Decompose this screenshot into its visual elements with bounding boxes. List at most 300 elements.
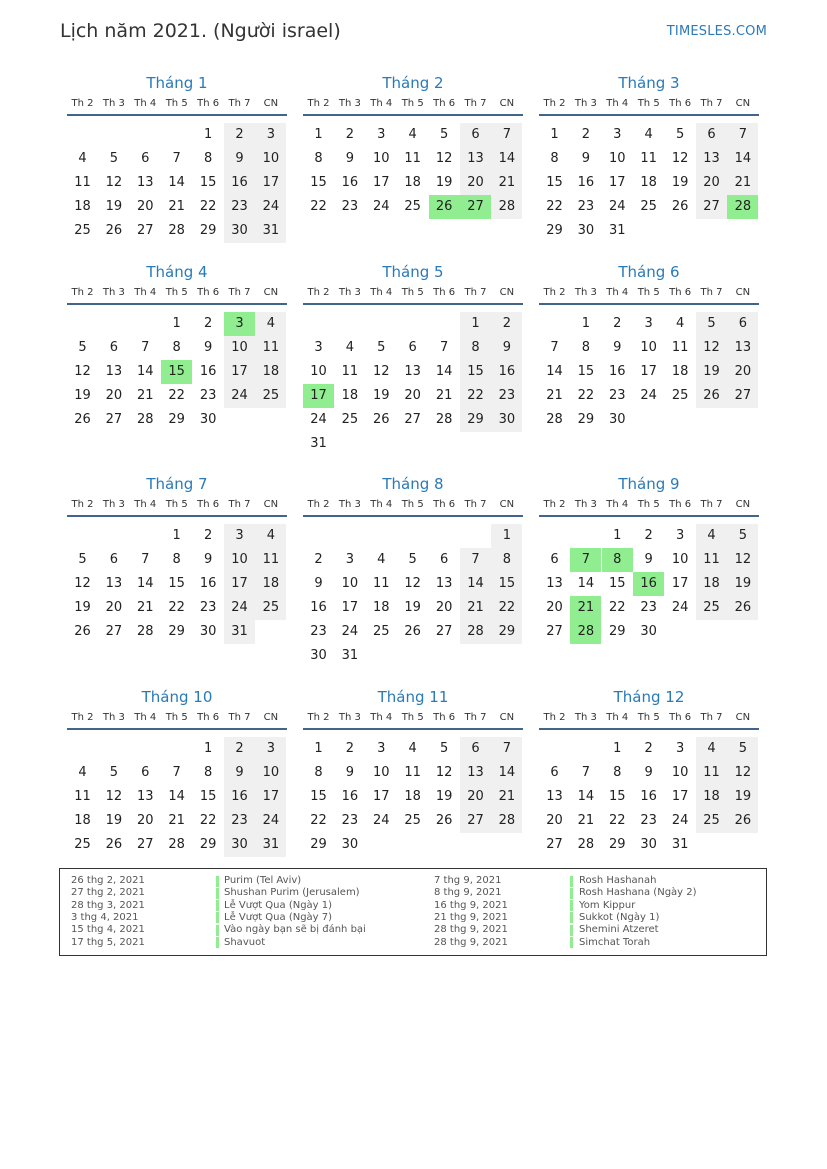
- day-cell: 13: [460, 761, 491, 785]
- day-cell: 14: [168, 175, 185, 190]
- holiday-day-cell: 28: [570, 620, 601, 644]
- day-cell: 2: [314, 552, 323, 567]
- weekday-header: Th 2: [307, 287, 330, 298]
- day-cell: 28: [577, 837, 595, 852]
- day-cell: 15: [460, 360, 491, 384]
- month-title: Tháng 9: [618, 475, 680, 493]
- legend-date: 17 thg 5, 2021: [71, 936, 145, 948]
- day-cell: 13: [105, 576, 123, 591]
- legend-color-marker: [216, 937, 219, 948]
- weekday-header: Th 7: [464, 98, 487, 109]
- day-cell: 3: [613, 127, 622, 142]
- day-cell: 6: [109, 340, 119, 355]
- day-cell: 20: [460, 171, 491, 195]
- day-cell: 24: [255, 809, 286, 833]
- month-title: Tháng 8: [382, 475, 444, 493]
- day-cell: 26: [74, 624, 91, 639]
- day-cell: 5: [727, 524, 758, 548]
- day-cell: 24: [341, 624, 359, 639]
- weekday-header: CN: [499, 98, 515, 109]
- day-cell: 2: [491, 312, 522, 336]
- day-cell: 25: [640, 199, 657, 214]
- day-cell: 17: [373, 175, 390, 190]
- day-cell: 20: [460, 785, 491, 809]
- day-cell: 13: [105, 364, 123, 379]
- day-cell: 16: [341, 175, 359, 190]
- day-cell: 2: [644, 528, 653, 543]
- day-cell: 25: [74, 223, 91, 238]
- day-cell: 29: [491, 620, 522, 644]
- weekday-header: Th 3: [338, 98, 361, 109]
- day-cell: 23: [491, 384, 522, 408]
- day-cell: 4: [696, 737, 727, 761]
- day-cell: 9: [581, 151, 591, 166]
- legend-color-marker: [570, 888, 573, 899]
- day-cell: 6: [550, 765, 559, 780]
- day-cell: 25: [255, 384, 286, 408]
- day-cell: 28: [168, 837, 185, 852]
- day-cell: 12: [105, 789, 123, 804]
- day-cell: 31: [224, 620, 255, 644]
- day-cell: 20: [435, 600, 453, 615]
- day-cell: 25: [255, 596, 286, 620]
- day-cell: 24: [609, 199, 626, 214]
- weekday-header: Th 6: [433, 98, 456, 109]
- day-cell: 27: [727, 384, 758, 408]
- day-cell: 16: [224, 785, 255, 809]
- site-link[interactable]: TIMESLES.COM: [666, 24, 767, 39]
- day-cell: 18: [74, 199, 91, 214]
- weekday-header: Th 6: [197, 712, 220, 723]
- legend-color-marker: [216, 900, 219, 911]
- day-cell: 15: [168, 576, 185, 591]
- day-cell: 30: [577, 223, 595, 238]
- day-cell: 8: [172, 552, 181, 567]
- day-cell: 3: [255, 123, 286, 147]
- day-cell: 13: [435, 576, 453, 591]
- day-cell: 29: [546, 223, 563, 238]
- day-cell: 2: [224, 737, 255, 761]
- day-cell: 27: [435, 624, 453, 639]
- day-cell: 7: [141, 340, 150, 355]
- weekday-header: Th 3: [574, 499, 597, 510]
- day-cell: 27: [137, 223, 154, 238]
- day-cell: 21: [460, 596, 491, 620]
- day-cell: 3: [377, 127, 386, 142]
- day-cell: 26: [105, 837, 123, 852]
- day-cell: 11: [74, 175, 91, 190]
- day-cell: 14: [460, 572, 491, 596]
- legend-holiday-name: Yom Kippur: [579, 899, 636, 911]
- day-cell: 23: [341, 813, 359, 828]
- day-cell: 11: [696, 548, 727, 572]
- day-cell: 18: [640, 175, 657, 190]
- day-cell: 16: [577, 175, 595, 190]
- weekday-header: Th 3: [574, 287, 597, 298]
- day-cell: 19: [696, 360, 727, 384]
- day-cell: 26: [727, 809, 758, 833]
- day-cell: 18: [404, 789, 421, 804]
- day-cell: 12: [727, 548, 758, 572]
- day-cell: 13: [137, 175, 154, 190]
- day-cell: 4: [78, 151, 87, 166]
- day-cell: 21: [577, 813, 595, 828]
- day-cell: 20: [546, 813, 563, 828]
- weekday-header: Th 7: [464, 712, 487, 723]
- day-cell: 4: [377, 552, 386, 567]
- day-cell: 8: [172, 340, 181, 355]
- day-cell: 5: [109, 765, 119, 780]
- weekday-header: Th 4: [606, 712, 629, 723]
- day-cell: 11: [255, 548, 286, 572]
- day-cell: 16: [609, 364, 626, 379]
- day-cell: 7: [727, 123, 758, 147]
- weekday-header: Th 3: [574, 712, 597, 723]
- legend-date: 26 thg 2, 2021: [71, 875, 145, 886]
- day-cell: 20: [546, 600, 563, 615]
- day-cell: 7: [550, 340, 559, 355]
- day-cell: 4: [644, 127, 653, 142]
- weekday-header: Th 7: [464, 287, 487, 298]
- day-cell: 18: [255, 360, 286, 384]
- day-cell: 21: [491, 171, 522, 195]
- weekday-header: Th 7: [700, 287, 723, 298]
- day-cell: 29: [577, 412, 595, 427]
- legend-date: 8 thg 9, 2021: [434, 887, 502, 899]
- weekday-header: Th 7: [464, 499, 487, 510]
- day-cell: 24: [310, 412, 327, 427]
- weekday-header: CN: [735, 499, 751, 510]
- month-divider: [303, 728, 523, 730]
- day-cell: 22: [577, 388, 595, 403]
- day-cell: 10: [373, 151, 390, 166]
- day-cell: 22: [199, 813, 217, 828]
- day-cell: 20: [727, 360, 758, 384]
- day-cell: 21: [168, 813, 185, 828]
- day-cell: 12: [671, 151, 689, 166]
- day-cell: 6: [460, 123, 491, 147]
- weekday-header: Th 3: [102, 287, 125, 298]
- day-cell: 19: [435, 175, 453, 190]
- day-cell: 25: [74, 837, 91, 852]
- weekday-header: Th 5: [401, 287, 424, 298]
- month-title: Tháng 10: [141, 688, 213, 706]
- day-cell: 19: [727, 785, 758, 809]
- weekday-header: Th 6: [433, 287, 456, 298]
- day-cell: 27: [105, 412, 123, 427]
- day-cell: 2: [345, 127, 355, 142]
- day-cell: 22: [310, 813, 327, 828]
- day-cell: 29: [609, 624, 626, 639]
- day-cell: 15: [609, 576, 626, 591]
- legend-color-marker: [570, 912, 573, 923]
- weekday-header: CN: [499, 712, 515, 723]
- day-cell: 27: [696, 195, 727, 219]
- weekday-header: Th 4: [370, 98, 393, 109]
- legend-holiday-name: Simchat Torah: [579, 936, 651, 948]
- legend-date: 28 thg 9, 2021: [434, 936, 508, 948]
- legend-holiday-name: Sukkot (Ngày 1): [579, 911, 660, 923]
- holiday-day-cell: 7: [570, 548, 601, 572]
- day-cell: 30: [199, 412, 217, 427]
- day-cell: 2: [345, 741, 355, 756]
- legend-date: 3 thg 4, 2021: [71, 911, 139, 923]
- day-cell: 4: [255, 524, 286, 548]
- day-cell: 5: [78, 340, 87, 355]
- legend-date: 7 thg 9, 2021: [434, 875, 502, 886]
- day-cell: 17: [255, 785, 286, 809]
- weekday-header: Th 3: [102, 712, 125, 723]
- day-cell: 11: [74, 789, 91, 804]
- holiday-day-cell: 21: [570, 596, 601, 620]
- day-cell: 14: [577, 789, 595, 804]
- day-cell: 25: [404, 199, 421, 214]
- legend-color-marker: [216, 912, 219, 923]
- day-cell: 6: [696, 123, 727, 147]
- day-cell: 13: [546, 576, 563, 591]
- day-cell: 4: [255, 312, 286, 336]
- day-cell: 23: [640, 813, 657, 828]
- day-cell: 8: [203, 151, 213, 166]
- weekday-header: Th 6: [669, 712, 692, 723]
- day-cell: 2: [224, 123, 255, 147]
- day-cell: 31: [671, 837, 689, 852]
- day-cell: 6: [460, 737, 491, 761]
- day-cell: 26: [404, 624, 421, 639]
- day-cell: 22: [310, 199, 327, 214]
- legend-holiday-name: Lễ Vượt Qua (Ngày 1): [224, 899, 333, 911]
- day-cell: 27: [105, 624, 123, 639]
- legend-holiday-name: Vào ngày bạn sẽ bị đánh bại: [224, 924, 366, 936]
- day-cell: 30: [341, 837, 359, 852]
- day-cell: 24: [373, 813, 390, 828]
- day-cell: 21: [137, 600, 154, 615]
- day-cell: 8: [613, 765, 622, 780]
- day-cell: 17: [671, 576, 689, 591]
- day-cell: 30: [491, 408, 522, 432]
- day-cell: 7: [491, 123, 522, 147]
- day-cell: 17: [224, 572, 255, 596]
- day-cell: 16: [491, 360, 522, 384]
- month-title: Tháng 4: [146, 263, 208, 281]
- day-cell: 15: [577, 364, 595, 379]
- day-cell: 21: [435, 388, 453, 403]
- weekday-header: Th 5: [401, 499, 424, 510]
- day-cell: 17: [640, 364, 657, 379]
- day-cell: 25: [341, 412, 359, 427]
- weekday-header: Th 6: [197, 98, 220, 109]
- weekday-header: Th 2: [543, 712, 566, 723]
- month-title: Tháng 6: [618, 263, 680, 281]
- legend-color-marker: [216, 925, 219, 936]
- day-cell: 10: [671, 552, 689, 567]
- month-title: Tháng 2: [382, 74, 444, 92]
- day-cell: 26: [435, 813, 453, 828]
- day-cell: 21: [168, 199, 185, 214]
- day-cell: 14: [137, 364, 154, 379]
- day-cell: 3: [314, 340, 323, 355]
- day-cell: 13: [137, 789, 154, 804]
- day-cell: 7: [439, 340, 449, 355]
- day-cell: 18: [696, 572, 727, 596]
- day-cell: 5: [377, 340, 386, 355]
- day-cell: 28: [435, 412, 453, 427]
- weekday-header: CN: [263, 499, 279, 510]
- weekday-header: CN: [499, 499, 515, 510]
- day-cell: 11: [404, 765, 421, 780]
- day-cell: 9: [203, 340, 213, 355]
- day-cell: 7: [460, 548, 491, 572]
- day-cell: 1: [172, 316, 181, 331]
- day-cell: 15: [546, 175, 563, 190]
- day-cell: 5: [439, 127, 449, 142]
- day-cell: 4: [345, 340, 355, 355]
- day-cell: 18: [341, 388, 359, 403]
- weekday-header: Th 2: [543, 287, 566, 298]
- day-cell: 15: [310, 789, 327, 804]
- day-cell: 29: [460, 408, 491, 432]
- day-cell: 18: [255, 572, 286, 596]
- weekday-header: Th 5: [165, 712, 188, 723]
- legend-holiday-name: Shemini Atzeret: [579, 924, 659, 936]
- day-cell: 18: [74, 813, 91, 828]
- day-cell: 11: [373, 576, 390, 591]
- day-cell: 19: [671, 175, 689, 190]
- day-cell: 4: [696, 524, 727, 548]
- day-cell: 26: [373, 412, 390, 427]
- day-cell: 3: [224, 524, 255, 548]
- day-cell: 28: [137, 412, 154, 427]
- weekday-header: CN: [263, 98, 279, 109]
- day-cell: 8: [203, 765, 213, 780]
- day-cell: 12: [435, 151, 453, 166]
- day-cell: 14: [137, 576, 154, 591]
- day-cell: 12: [105, 175, 123, 190]
- day-cell: 23: [640, 600, 657, 615]
- weekday-header: Th 7: [228, 499, 251, 510]
- day-cell: 8: [314, 765, 323, 780]
- day-cell: 1: [613, 528, 622, 543]
- day-cell: 22: [609, 813, 626, 828]
- day-cell: 26: [727, 596, 758, 620]
- month-divider: [67, 728, 287, 730]
- day-cell: 13: [460, 147, 491, 171]
- day-cell: 12: [373, 364, 390, 379]
- day-cell: 6: [439, 552, 449, 567]
- day-cell: 22: [199, 199, 217, 214]
- holiday-day-cell: 3: [224, 312, 255, 336]
- day-cell: 7: [581, 765, 591, 780]
- holiday-legend: [59, 868, 767, 956]
- weekday-header: Th 7: [228, 98, 251, 109]
- legend-color-marker: [570, 900, 573, 911]
- legend-date: 28 thg 3, 2021: [71, 899, 145, 911]
- day-cell: 22: [460, 384, 491, 408]
- day-cell: 12: [404, 576, 421, 591]
- day-cell: 19: [435, 789, 453, 804]
- day-cell: 10: [224, 336, 255, 360]
- weekday-header: CN: [499, 287, 515, 298]
- month-title: Tháng 7: [146, 475, 208, 493]
- day-cell: 11: [640, 151, 657, 166]
- legend-color-marker: [216, 888, 219, 899]
- day-cell: 4: [78, 765, 87, 780]
- holiday-day-cell: 27: [460, 195, 491, 219]
- day-cell: 30: [310, 648, 327, 663]
- legend-holiday-name: Shavuot: [224, 936, 266, 948]
- day-cell: 1: [314, 127, 323, 142]
- day-cell: 23: [310, 624, 327, 639]
- month-divider: [67, 114, 287, 116]
- weekday-header: Th 4: [370, 499, 393, 510]
- day-cell: 11: [696, 761, 727, 785]
- weekday-header: Th 5: [637, 712, 660, 723]
- weekday-header: Th 5: [165, 98, 188, 109]
- day-cell: 17: [671, 789, 689, 804]
- weekday-header: CN: [735, 712, 751, 723]
- day-cell: 9: [613, 340, 622, 355]
- day-cell: 19: [373, 388, 390, 403]
- day-cell: 3: [675, 528, 685, 543]
- day-cell: 2: [203, 316, 213, 331]
- day-cell: 19: [105, 199, 123, 214]
- day-cell: 8: [314, 151, 323, 166]
- day-cell: 16: [199, 364, 217, 379]
- day-cell: 15: [491, 572, 522, 596]
- legend-holiday-name: Lễ Vượt Qua (Ngày 7): [224, 911, 333, 923]
- month-divider: [303, 515, 523, 517]
- day-cell: 2: [203, 528, 213, 543]
- day-cell: 19: [404, 600, 421, 615]
- day-cell: 5: [439, 741, 449, 756]
- day-cell: 31: [255, 219, 286, 243]
- day-cell: 23: [609, 388, 626, 403]
- day-cell: 4: [675, 316, 685, 331]
- weekday-header: Th 5: [165, 287, 188, 298]
- day-cell: 9: [644, 765, 653, 780]
- day-cell: 27: [546, 837, 563, 852]
- weekday-header: Th 6: [433, 712, 456, 723]
- day-cell: 21: [491, 785, 522, 809]
- day-cell: 10: [671, 765, 689, 780]
- day-cell: 1: [314, 741, 323, 756]
- weekday-header: Th 2: [543, 499, 566, 510]
- day-cell: 9: [224, 761, 255, 785]
- month-title: Tháng 3: [618, 74, 680, 92]
- day-cell: 24: [671, 600, 689, 615]
- day-cell: 15: [310, 175, 327, 190]
- day-cell: 20: [696, 171, 727, 195]
- day-cell: 8: [581, 340, 591, 355]
- weekday-header: Th 4: [370, 287, 393, 298]
- weekday-header: Th 7: [700, 499, 723, 510]
- day-cell: 18: [373, 600, 390, 615]
- day-cell: 3: [644, 316, 653, 331]
- legend-date: 21 thg 9, 2021: [434, 911, 508, 923]
- day-cell: 3: [255, 737, 286, 761]
- day-cell: 9: [345, 151, 355, 166]
- weekday-header: Th 7: [228, 287, 251, 298]
- day-cell: 9: [224, 147, 255, 171]
- day-cell: 12: [74, 576, 91, 591]
- day-cell: 28: [460, 620, 491, 644]
- day-cell: 1: [203, 741, 213, 756]
- day-cell: 16: [310, 600, 327, 615]
- day-cell: 28: [546, 412, 563, 427]
- weekday-header: Th 3: [574, 98, 597, 109]
- day-cell: 3: [377, 741, 386, 756]
- weekday-header: Th 4: [134, 712, 157, 723]
